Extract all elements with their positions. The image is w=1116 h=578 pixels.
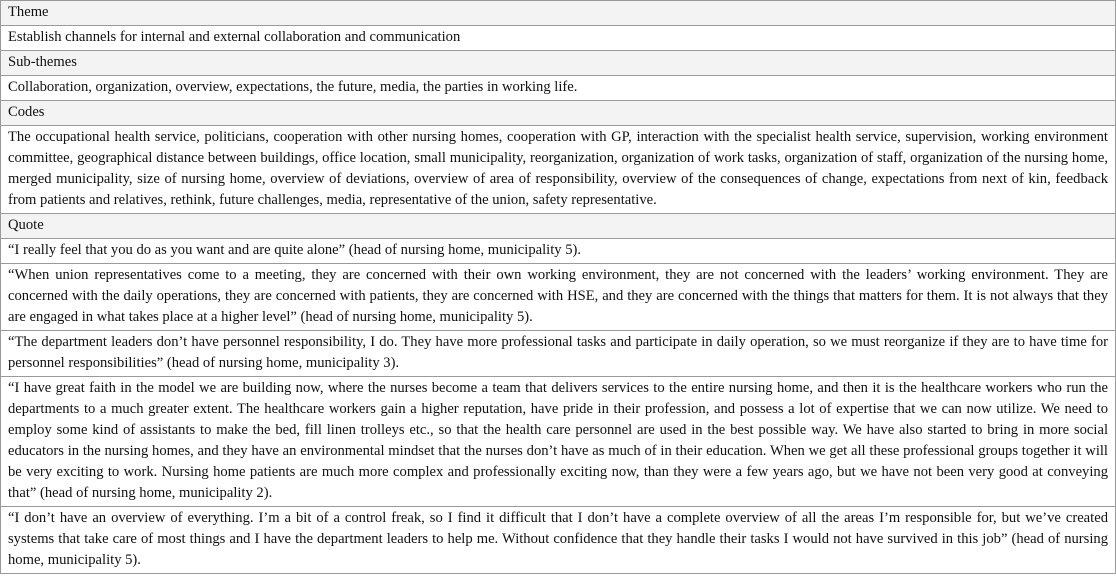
codes-value-row [0,125,1116,213]
quote-row [0,506,1116,574]
quote-row [0,238,1116,263]
theme-value: Establish channels for internal and external collaboration and communication [8,29,461,45]
theme-header: Theme [8,4,49,20]
quote-row [0,376,1116,506]
quote-row [0,330,1116,376]
subthemes-header: Sub-themes [8,54,77,70]
codes-value: The occupational health service, politicians, cooperation with other nursing homes, cooperation with GP, interaction with the specialist health service, supervision, working environment committee, geographical distance between buildings, office location, small municipality, reorganization, organization of work tasks, organization of staff, organization of the nursing home, merged municipality, size of nursing home, overview of deviations, overview of area of responsibility, overview of the consequences of change, expectations from next of kin, feedback from patients and relatives, rethink, future challenges, media, representative of the union, safety representative. [8,129,1108,208]
quote-header: Quote [8,217,44,233]
theme-header-row [0,0,1116,25]
codes-header-row [0,100,1116,125]
quote-text: “When union representatives come to a meeting, they are concerned with their own working environment, they are not concerned with the leaders’ working environment. They are concerned with the daily operations, they are concerned with patients, they are concerned with HSE, and they are concerned with the things that matters for them. It is not always that they are engaged in what takes place at a higher level” (head of nursing home, municipality 5). [8,267,1108,325]
subthemes-value: Collaboration, organization, overview, expectations, the future, media, the parties in working life. [8,79,578,95]
quote-text: “The department leaders don’t have personnel responsibility, I do. They have more professional tasks and participate in daily operation, so we must reorganize if they are to have time for personnel responsibilities” (head of nursing home, municipality 3). [8,334,1108,371]
subthemes-value-row [0,75,1116,100]
quote-row [0,263,1116,330]
theme-value-row [0,25,1116,50]
quote-header-row [0,213,1116,238]
subthemes-header-row [0,50,1116,75]
quote-text: “I don’t have an overview of everything. I’m a bit of a control freak, so I find it difficult that I don’t have a complete overview of all the areas I’m responsible for, but we’ve created systems that take care of most things and I have the department leaders to help me. Without confidence that they handle their tasks I would not have survived in this job” (head of nursing home, municipality 5). [8,510,1108,568]
quote-text: “I really feel that you do as you want and are quite alone” (head of nursing home, municipality 5). [8,242,582,258]
quote-text: “I have great faith in the model we are building now, where the nurses become a team that delivers services to the entire nursing home, and then it is the healthcare workers who run the departments to a much greater extent. The healthcare workers gain a higher reputation, have pride in their profession, and possess a lot of expertise that we can now utilize. We need to employ some kind of assistants to make the bed, fill linen trolleys etc., so that the health care personnel are used in the best possible way. We have also started to bring in more social educators in the nursing homes, and they have an environmental mindset that the nurses don’t have as much of in their education. When we get all these professional groups together it will be very exciting to work. Nursing home patients are much more complex and professionally exciting now, than they were a few years ago, but we have not been very good at conveying that” (head of nursing home, municipality 2). [8,380,1108,501]
codes-header: Codes [8,104,45,120]
